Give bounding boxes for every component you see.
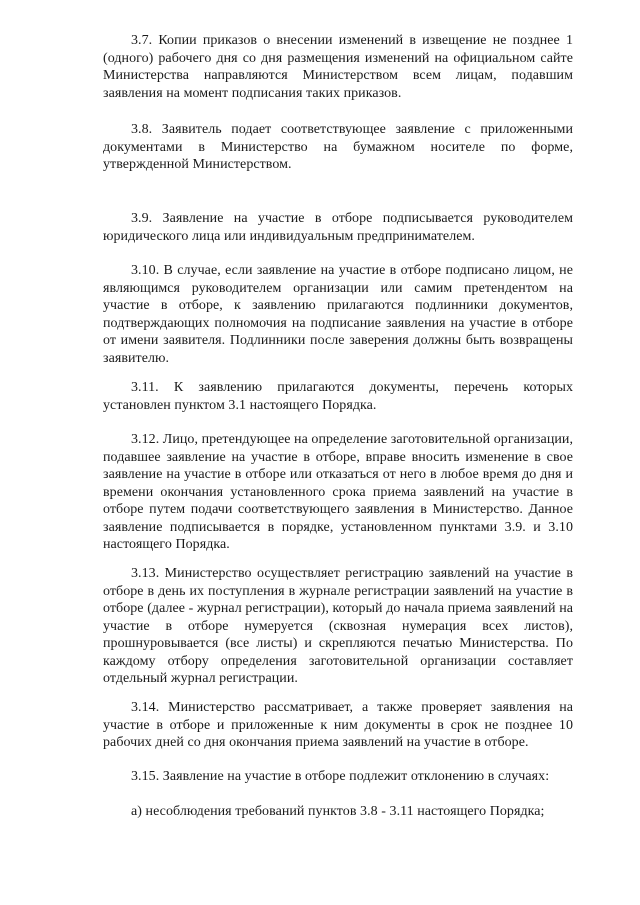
paragraph-3-15: 3.15. Заявление на участие в отборе подлежит отклонению в случаях:: [131, 769, 550, 784]
list-item-a: а) несоблюдения требований пунктов 3.8 - 3.11 настоящего Порядка;: [131, 804, 545, 819]
paragraph-3-9: 3.9. Заявление на участие в отборе подписывается руководителем юридического лица или индивидуальным предпринимателем.: [103, 211, 573, 244]
paragraph-3-7: 3.7. Копии приказов о внесении изменений в извещение не позднее 1 (одного) рабочего дня со дня размещения изменений на официальном сайте Министерства направляются Министерством всем лицам, подавшим заявления на момент подписания таких приказов.: [103, 33, 573, 101]
paragraph-3-8: 3.8. Заявитель подает соответствующее заявление с приложенными документами в Министерство на бумажном носителе по форме, утвержденной Министерством.: [103, 122, 573, 172]
paragraph-3-13: 3.13. Министерство осуществляет регистрацию заявлений на участие в отборе в день их поступления в журнале регистрации заявлений на участие в отборе (далее - журнал регистрации), который до начала приема заявлений на участие в отборе нумеруется (сквозная нумерация всех листов), прошнуровывается (все листы) и скрепляются печатью Министерства. По каждому отбору определения заготовительной организации составляет отдельный журнал регистрации.: [103, 566, 573, 686]
paragraph-3-12: 3.12. Лицо, претендующее на определение заготовительной организации, подавшее заявление на участие в отборе, вправе вносить изменение в свое заявление на участие в отборе или отказаться от него в любое время до дня и времени окончания установленного срока приема заявлений на участие в отборе путем подачи соответствующего заявления в Министерство. Данное заявление подписывается в порядке, установленном пунктами 3.9. и 3.10 настоящего Порядка.: [103, 432, 573, 552]
paragraph-3-14: 3.14. Министерство рассматривает, а также проверяет заявления на участие в отборе и приложенные к ним документы в срок не позднее 10 рабочих дней со дня окончания приема заявлений на участие в отборе.: [103, 700, 573, 750]
paragraph-3-11: 3.11. К заявлению прилагаются документы, перечень которых установлен пунктом 3.1 настоящего Порядка.: [103, 380, 573, 413]
paragraph-3-10: 3.10. В случае, если заявление на участие в отборе подписано лицом, не являющимся руководителем организации или самим претендентом на участие в отборе, к заявлению прилагаются подлинники документов, подтверждающих полномочия на подписание заявления на участие в отборе от имени заявителя. Подлинники после заверения должны быть возвращены заявителю.: [103, 263, 573, 366]
